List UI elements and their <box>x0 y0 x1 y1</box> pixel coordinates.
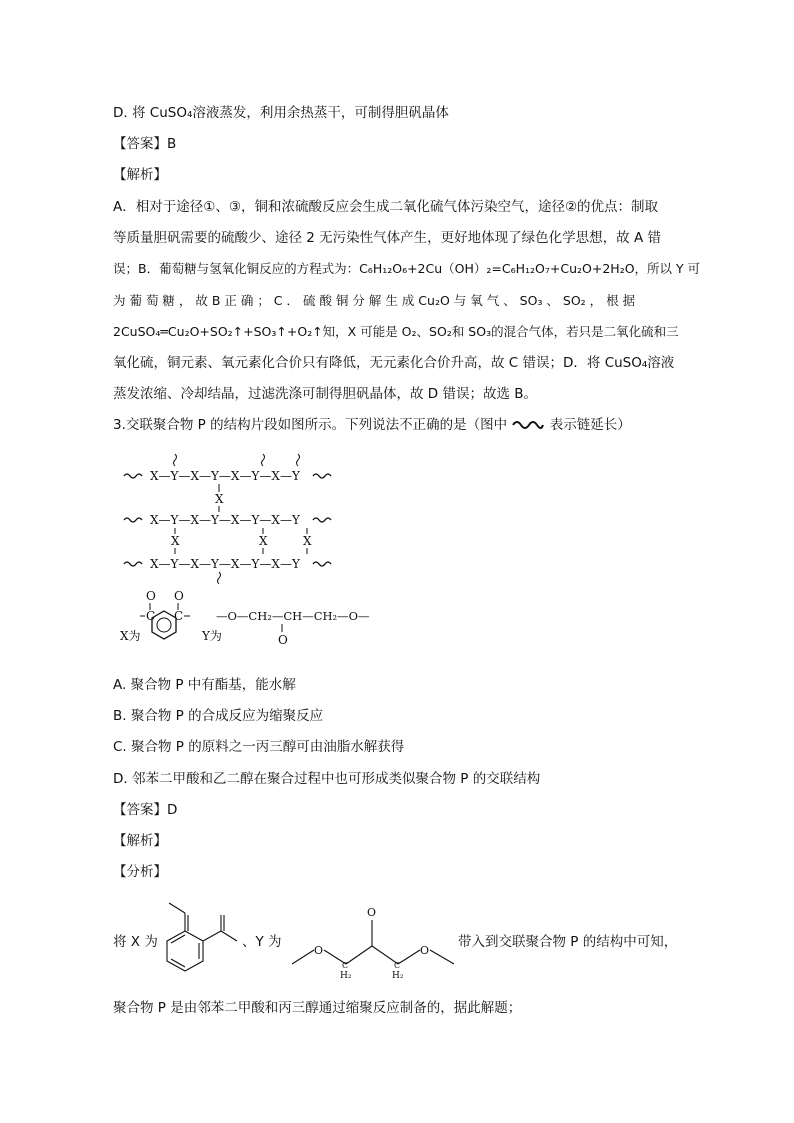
oxygen-label: O <box>314 944 324 957</box>
chain-end-wave <box>313 562 331 566</box>
analysis-line: 误；B．葡萄糖与氢氧化铜反应的方程式为：C₆H₁₂O₆+2Cu（OH）₂=C₆H₁₂O₇+Cu₂O+2H₂O，所以 Y 可 <box>113 261 701 276</box>
answer-prev: 【答案】B <box>113 136 177 152</box>
substitute-part3: 带入到交联聚合物 P 的结构中可知， <box>458 934 678 950</box>
option-d: D. 邻苯二甲酸和乙二醇在聚合过程中也可形成类似聚合物 P 的交联结构 <box>113 771 541 787</box>
carbonyl-o: O <box>146 589 156 603</box>
crosslink-x: X <box>259 534 268 548</box>
chain-row: X—Y—X—Y—X—Y—X—Y <box>150 557 300 571</box>
wavy-bond-icon <box>511 419 545 431</box>
branch-wave <box>262 454 265 466</box>
oxygen-label: O <box>420 944 430 957</box>
substitute-part2: 、Y 为 <box>242 934 282 950</box>
polymer-structure-diagram <box>118 448 378 648</box>
question-3-stem <box>113 416 631 434</box>
branch-wave <box>218 572 221 584</box>
analysis-line: 氧化硫，铜元素、氧元素化合价只有降低，无元素化合价升高，故 C 错误；D．将 CuSO₄溶液 <box>113 355 675 371</box>
oxygen-label: O <box>367 906 377 919</box>
y-label: Y为 <box>202 629 222 643</box>
stem-after: 表示链延长） <box>549 417 631 433</box>
x-structure-skeletal <box>155 893 255 988</box>
stem-before: 3.交联聚合物 P 的结构片段如图所示。下列说法不正确的是（图中 <box>113 417 508 433</box>
crosslink-x: X <box>215 492 224 506</box>
chain-end-wave <box>124 562 142 566</box>
branch-wave <box>297 454 300 466</box>
analysis-line: A．相对于途径①、③，铜和浓硫酸反应会生成二氧化硫气体污染空气，途径②的优点：制取 <box>113 199 659 215</box>
option-c: C. 聚合物 P 的原料之一丙三醇可由油脂水解获得 <box>113 739 405 755</box>
carbon-label: C <box>342 961 349 970</box>
answer: 【答案】D <box>113 802 178 818</box>
chain-end-wave <box>124 474 142 478</box>
analysis-line: 蒸发浓缩、冷却结晶，过滤洗涤可制得胆矾晶体，故 D 错误；故选 B。 <box>113 386 538 402</box>
y-branch-o: O <box>278 633 288 647</box>
crosslink-x: X <box>171 534 180 548</box>
h2-label: H₂ <box>340 971 352 980</box>
option-b: B. 聚合物 P 的合成反应为缩聚反应 <box>113 708 324 724</box>
fenxi-label: 【分析】 <box>113 864 167 880</box>
substitute-part1: 将 X 为 <box>113 934 158 950</box>
crosslink-x: X <box>303 534 312 548</box>
h2-label: H₂ <box>392 971 404 980</box>
analysis-line: 为 葡 萄 糖 ， 故 B 正 确 ； C ． 硫 酸 铜 分 解 生 成 Cu₂O 与 氧 气 、 SO₃ 、 SO₂ ， 根 据 <box>113 293 636 308</box>
benzene-ring <box>152 611 176 639</box>
chain-end-wave <box>313 474 331 478</box>
chain-end-wave <box>124 518 142 522</box>
x-definition <box>120 589 190 643</box>
y-formula: —O—CH₂—CH—CH₂—O— <box>216 609 370 623</box>
option-d-prev: D. 将 CuSO₄溶液蒸发，利用余热蒸干，可制得胆矾晶体 <box>113 105 449 121</box>
carbonyl-c: C <box>174 609 184 623</box>
carbon-label: C <box>394 961 401 970</box>
branch-wave <box>174 454 177 466</box>
analysis-line: 等质量胆矾需要的硫酸少、途径 2 无污染性气体产生，更好地体现了绿色化学思想，故 A 错 <box>113 230 661 246</box>
y-structure-skeletal <box>290 900 470 980</box>
y-definition <box>201 609 370 647</box>
carbonyl-o: O <box>174 589 184 603</box>
chain-row: X—Y—X—Y—X—Y—X—Y <box>150 513 300 527</box>
analysis-line: 2CuSO₄═Cu₂O+SO₂↑+SO₃↑+O₂↑知，X 可能是 O₂、SO₂和 SO₃的混合气体，若只是二氧化硫和三 <box>113 324 679 339</box>
chain-end-wave <box>313 518 331 522</box>
x-label: X为 <box>120 629 141 643</box>
chain-row: X—Y—X—Y—X—Y—X—Y <box>150 469 300 483</box>
option-a: A. 聚合物 P 中有酯基，能水解 <box>113 677 296 693</box>
carbonyl-c: C <box>146 609 156 623</box>
analysis-label-prev: 【解析】 <box>113 167 167 183</box>
conclusion: 聚合物 P 是由邻苯二甲酸和丙三醇通过缩聚反应制备的，据此解题； <box>113 1000 522 1016</box>
analysis-label: 【解析】 <box>113 833 167 849</box>
